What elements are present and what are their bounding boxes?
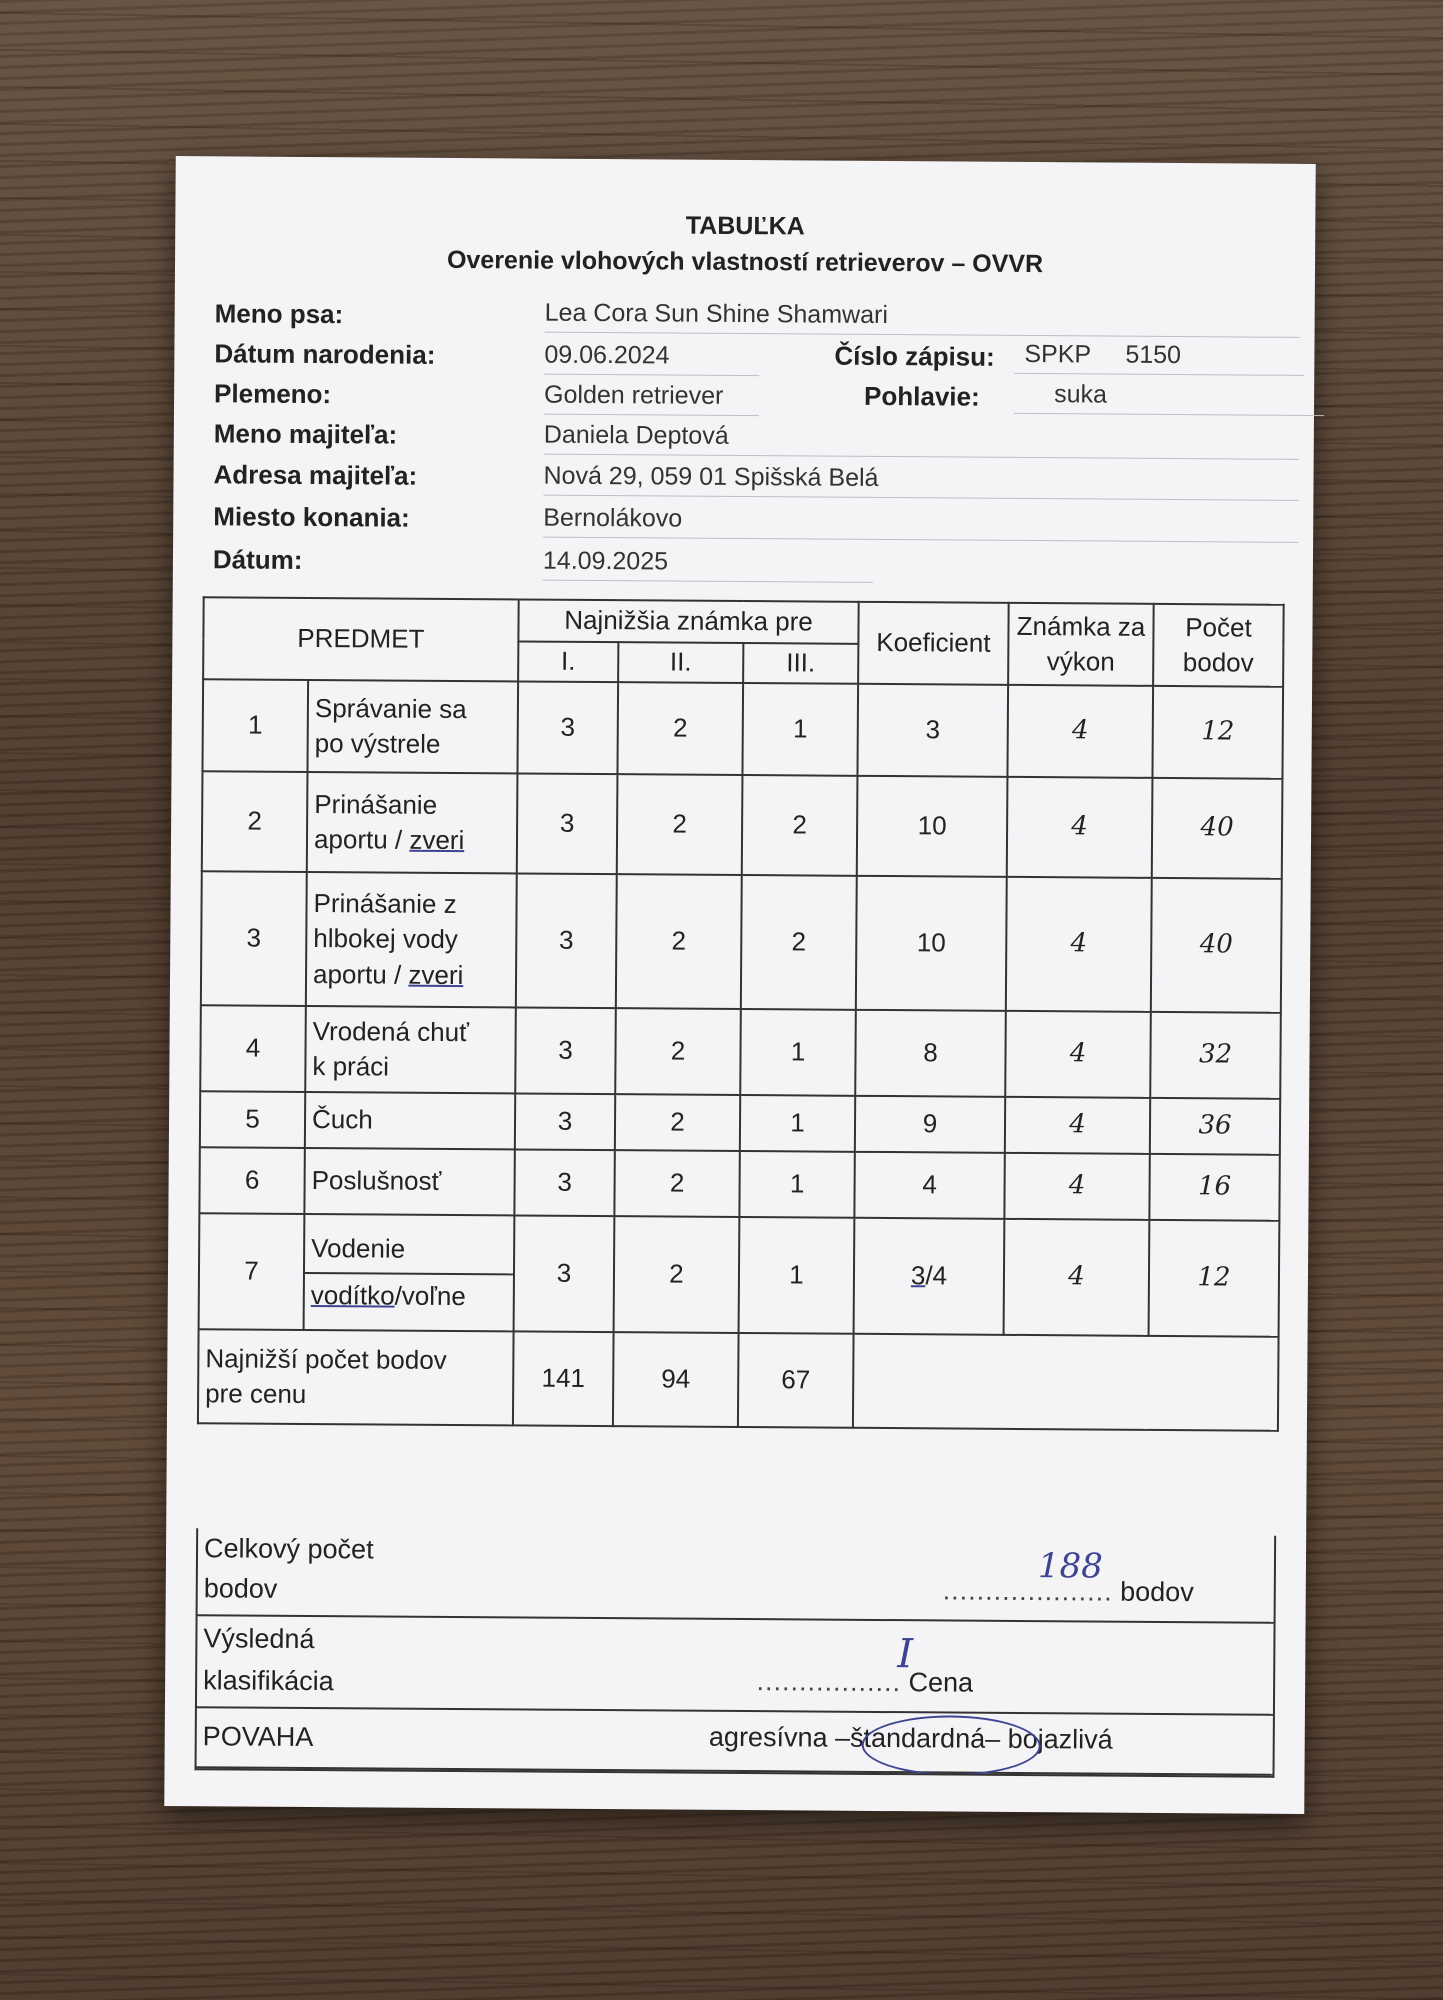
- class-handwritten: I: [897, 1631, 914, 1678]
- points-handwritten: 40: [1151, 878, 1282, 1013]
- grade-handwritten: 4: [1007, 777, 1153, 878]
- min-iii: 2: [742, 775, 858, 876]
- points-handwritten: 40: [1152, 778, 1283, 879]
- address-label: Adresa majiteľa:: [213, 459, 418, 491]
- row-number: 7: [199, 1213, 305, 1330]
- row-number: 4: [200, 1005, 306, 1092]
- row-number: 2: [202, 771, 308, 872]
- breed-value: Golden retriever: [544, 381, 759, 417]
- header-coef: Koeficient: [858, 602, 1009, 685]
- row-number: 5: [200, 1091, 305, 1148]
- header-row: [203, 597, 1283, 647]
- temper-option: agresívna –: [708, 1721, 851, 1753]
- total-handwritten: 188: [1037, 1546, 1103, 1587]
- grade-handwritten: 4: [1005, 1011, 1151, 1098]
- row-subject: Poslušnosť: [304, 1148, 514, 1215]
- header-lowest: Najnižšia známka pre: [518, 599, 858, 643]
- label-line: pre cenu: [205, 1378, 307, 1409]
- min-iii: 1: [739, 1151, 854, 1218]
- subject-line: Správanie sa: [314, 692, 467, 724]
- points-handwritten: 12: [1152, 686, 1283, 779]
- header-subject: PREDMET: [203, 597, 519, 681]
- row-number: 1: [202, 679, 308, 772]
- total-points-box: [196, 1528, 1277, 1624]
- header-i: I.: [518, 641, 618, 682]
- temper-option: – bojazlivá: [985, 1723, 1113, 1755]
- doc-title: TABUĽKA: [685, 211, 805, 241]
- table-row: [199, 1213, 1280, 1337]
- min-iii: 2: [741, 875, 857, 1010]
- table-row: [202, 679, 1283, 779]
- dog-name-label: Meno psa:: [214, 298, 344, 330]
- min-ii: 2: [617, 774, 743, 875]
- birth-label: Dátum narodenia:: [214, 338, 436, 370]
- row-subject: [307, 680, 518, 773]
- table-row: [200, 1091, 1280, 1155]
- temper-option-selected: štandardná: [849, 1722, 986, 1754]
- row-subject: [304, 1214, 515, 1331]
- date-label: Dátum:: [212, 544, 303, 575]
- subject-line: aportu /: [313, 824, 410, 855]
- temper-box: [195, 1708, 1275, 1776]
- document-sheet: [164, 156, 1315, 1814]
- score-table: [197, 596, 1285, 1432]
- table-row: [199, 1147, 1279, 1221]
- owner-value: Daniela Deptová: [544, 421, 1299, 460]
- coef: 10: [856, 876, 1007, 1011]
- header-iii: III.: [743, 643, 858, 684]
- sex-label: Pohlavie:: [864, 380, 980, 412]
- min-ii: 2: [614, 1150, 739, 1217]
- subject-underlined: zveri: [408, 959, 464, 990]
- subject-underlined: vodítko: [310, 1280, 395, 1311]
- owner-label: Meno majiteľa:: [213, 418, 398, 450]
- subject-line: Prinášanie z: [313, 888, 457, 920]
- row-number: 3: [201, 871, 307, 1006]
- class-line: [756, 1666, 973, 1699]
- table-row: [200, 1005, 1281, 1099]
- row-subject: [307, 772, 518, 873]
- points-handwritten: 36: [1150, 1098, 1280, 1155]
- row-subject: [306, 872, 517, 1007]
- temper-label: POVAHA: [202, 1721, 314, 1753]
- place-label: Miesto konania:: [213, 501, 410, 533]
- header-ii: II.: [618, 642, 743, 683]
- row-number: 6: [199, 1147, 304, 1214]
- min-ii: 2: [614, 1216, 740, 1333]
- min-i: 3: [517, 773, 618, 874]
- grade-handwritten: 4: [1006, 877, 1152, 1012]
- min-i: 3: [514, 1149, 614, 1216]
- empty-cell: [853, 1334, 1279, 1431]
- grade-handwritten: 4: [1004, 1153, 1149, 1220]
- birth-value: 09.06.2024: [544, 341, 759, 377]
- min-ii: 2: [617, 682, 743, 775]
- subject-line: aportu /: [312, 958, 409, 990]
- subject-line: Vrodená chuť: [312, 1015, 470, 1048]
- min-ii: 2: [615, 1008, 741, 1095]
- coef: 10: [857, 776, 1008, 877]
- address-value: Nová 29, 059 01 Spišská Belá: [543, 462, 1298, 501]
- table-row: [201, 871, 1282, 1013]
- total-label: bodov: [203, 1573, 278, 1604]
- place-value: Bernolákovo: [543, 504, 1298, 543]
- min-i: 3: [517, 681, 618, 774]
- coef-underlined: 3: [910, 1260, 926, 1291]
- subject-underlined: zveri: [409, 824, 465, 856]
- coef: [854, 1218, 1005, 1335]
- min-i: 3: [515, 1007, 616, 1094]
- selection-circle: [861, 1715, 1040, 1776]
- doc-subtitle: Overenie vlohových vlastností retrieverov – OVVR: [446, 245, 1044, 279]
- dog-name-value: Lea Cora Sun Shine Shamwari: [545, 299, 1300, 338]
- class-label: Výsledná: [203, 1623, 315, 1655]
- coef-rest: /4: [925, 1260, 948, 1291]
- total-label: Celkový počet: [203, 1533, 374, 1565]
- dotted-line: .................: [756, 1666, 902, 1698]
- subject-line: [305, 1272, 513, 1315]
- min-points-row: [198, 1329, 1279, 1431]
- min-iii: 1: [739, 1217, 855, 1334]
- coef: 9: [855, 1096, 1005, 1153]
- min-points-iii: 67: [738, 1333, 854, 1428]
- reg-label: Číslo zápisu:: [834, 340, 995, 372]
- breed-label: Plemeno:: [214, 378, 332, 410]
- subject-line: /voľne: [394, 1280, 466, 1312]
- min-ii: 2: [615, 1094, 740, 1151]
- grade-handwritten: 4: [1005, 1097, 1150, 1154]
- points-handwritten: 32: [1150, 1012, 1281, 1099]
- dotted-line: ....................: [942, 1575, 1113, 1607]
- min-points-i: 141: [513, 1331, 614, 1426]
- subject-line: Vodenie: [311, 1232, 406, 1264]
- min-iii: 1: [740, 1009, 856, 1096]
- grade-handwritten: 4: [1007, 685, 1153, 778]
- min-ii: 2: [616, 874, 742, 1009]
- class-unit: Cena: [908, 1667, 974, 1698]
- sex-value: suka: [1014, 380, 1324, 416]
- min-iii: 1: [742, 683, 858, 776]
- coef: 3: [857, 684, 1008, 777]
- min-points-ii: 94: [613, 1332, 739, 1427]
- grade-handwritten: 4: [1004, 1219, 1150, 1336]
- subject-line: Prinášanie: [314, 788, 438, 820]
- class-label: klasifikácia: [203, 1665, 334, 1697]
- classification-box: [195, 1616, 1276, 1716]
- header-grade: Známka za výkon: [1008, 603, 1154, 686]
- table-row: [202, 771, 1283, 879]
- points-handwritten: 16: [1149, 1154, 1279, 1221]
- row-subject: Čuch: [305, 1092, 515, 1149]
- min-i: 3: [515, 1093, 615, 1150]
- label-line: Najnižší počet bodov: [205, 1343, 447, 1375]
- subject-line: hlbokej vody: [313, 923, 458, 955]
- total-unit: bodov: [1120, 1576, 1194, 1608]
- points-handwritten: 12: [1149, 1220, 1280, 1337]
- header-points: Počet bodov: [1153, 604, 1284, 687]
- subject-line: po výstrele: [314, 728, 441, 759]
- row-subject: [305, 1006, 516, 1093]
- coef: 4: [854, 1152, 1004, 1219]
- min-points-label: [198, 1329, 514, 1425]
- min-iii: 1: [740, 1095, 855, 1152]
- min-i: 3: [514, 1215, 615, 1332]
- min-i: 3: [516, 873, 617, 1008]
- reg-value: SPKP 5150: [1014, 340, 1304, 376]
- subject-line: k práci: [312, 1051, 390, 1082]
- date-value: 14.09.2025: [543, 547, 873, 583]
- coef: 8: [855, 1010, 1006, 1097]
